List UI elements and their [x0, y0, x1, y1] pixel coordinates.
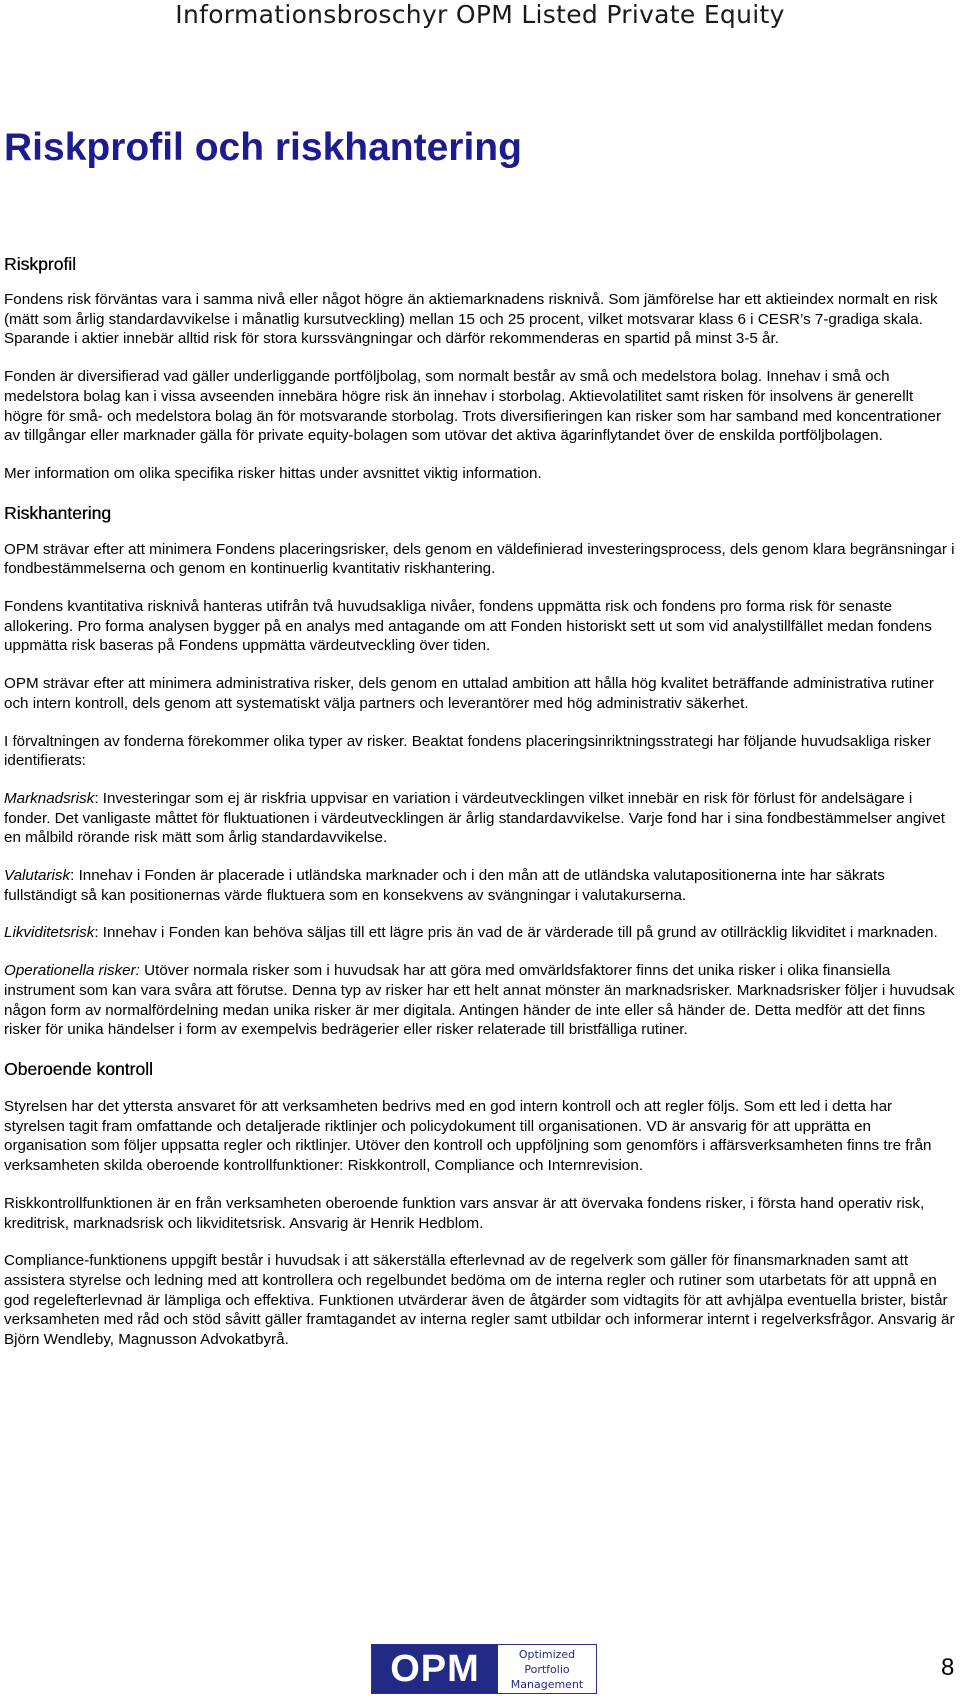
risk-definition-market	[4, 789, 956, 848]
logo-line: Optimized	[518, 1647, 576, 1661]
risk-definition-operational	[4, 961, 956, 1040]
paragraph: Fondens kvantitativa risknivå hanteras utifrån två huvudsakliga nivåer, fondens uppmätta risk och fondens pro forma risk för senaste allokering. Pro forma analysen bygger på en analys med antagande om att Fonden historiskt sett ut som vid analystillfället medan fondens uppmätta risk baseras på Fondens uppmätta värdeutveckling över tiden.	[4, 598, 932, 655]
risk-definition-liquidity	[4, 923, 956, 943]
paragraph: Fonden är diversifierad vad gäller underliggande portföljbolag, som normalt består av små och medelstora bolag. Innehav i små och medelstora bolag kan i vissa avseenden innebära högre risk än innehav i storbolag. Aktievolatilitet samt risken för insolvens är generellt högre för små- och medelstora bolag än för motsvarande storbolag. Trots diversifieringen kan risker som har samband med koncentrationer av tillgångar eller marknader gälla för private equity-bolagen som utövar det aktiva ägarinflytandet över de enskilda portföljbolagen.	[4, 368, 942, 445]
paragraph: Riskkontrollfunktionen är en från verksamheten oberoende funktion vars ansvar är att övervaka fondens risker, i första hand operativ risk, kreditrisk, marknadsrisk och likviditetsrisk. Ansvarig är Henrik Hedblom.	[4, 1194, 925, 1232]
risk-text: : Innehav i Fonden kan behöva säljas till ett lägre pris än vad de är värderade till på grund av otillräcklig likviditet i marknaden.	[94, 924, 938, 942]
risk-term: Operationella risker:	[4, 962, 140, 980]
logo-mark: OPM	[372, 1645, 498, 1693]
risk-term: Marknadsrisk	[4, 789, 95, 807]
logo-wordmark	[498, 1645, 596, 1693]
paragraph: OPM strävar efter att minimera administrativa risker, dels genom en uttalad ambition att hålla hög kvalitet beträffande administrativa rutiner och intern kontroll, dels genom att systematiskt välja partners och leverantörer med hög administrativ säkerhet.	[4, 675, 934, 712]
logo-line: Management	[510, 1677, 584, 1691]
section-heading-riskprofil: Riskprofil	[4, 254, 76, 274]
section-heading-riskhantering: Riskhantering	[4, 502, 111, 523]
risk-term: Valutarisk	[4, 867, 71, 885]
paragraph: Compliance-funktionens uppgift består i huvudsak i att säkerställa efterlevnad av de regelverk som gäller för finansmarknaden samt att assistera styrelse och ledning med att kontrollera och regelbundet bedöma om de interna regler och rutiner som utarbetats för att uppnå en god regelefterlevnad är lämpliga och effektiva. Funktionen utvärderar även de åtgärder som vidtagits för att avhjälpa eventuella brister, bistår verksamheten med råd och stöd såvitt gäller framtagandet av interna regler samt utbildar och informerar internt i regelverksfrågor. Ansvarig är Björn Wendleby, Magnusson Advokatbyrå.	[4, 1252, 955, 1349]
paragraph: Fondens risk förväntas vara i samma nivå eller något högre än aktiemarknadens risknivå. Som jämförelse har ett aktieindex normalt en risk (mätt som årlig standardavvikelse i månatlig kursutveckling) mellan 15 och 25 procent, vilket motsvarar klass 6 i CESR’s 7-gradiga skala. Sparande i aktier innebär alltid risk för stora kurssvängningar och därför rekommenderas en spartid på minst 3-5 år.	[4, 291, 938, 348]
paragraph: Mer information om olika specifika risker hittas under avsnittet viktig information.	[4, 464, 542, 482]
page-title: Riskprofil och riskhantering	[4, 126, 522, 169]
opm-logo	[371, 1644, 597, 1694]
paragraph: Styrelsen har det yttersta ansvaret för att verksamheten bedrivs med en god intern kontroll och att regler följs. Som ett led i detta har styrelsen tagit fram omfattande och detaljerade riktlinjer och policydokument till organisationen. VD är ansvarig för att upprätta en organisation som följer uppsatta regler och riktlinjer. Utöver den kontroll och uppföljning som genomförs i affärsverksamheten finns tre från verksamheten skilda oberoende kontrollfunktioner: Riskkontroll, Compliance och Internrevision.	[4, 1097, 932, 1175]
risk-text: : Innehav i Fonden är placerade i utländska marknader och i den mån att de utländska valutapositionerna inte har säkrats fullständigt så kan positionernas värde fluktuera som en konsekvens av svängningar i valutakurserna.	[4, 867, 885, 904]
section-heading-oberoende-kontroll: Oberoende kontroll	[4, 1058, 153, 1079]
running-header: Informationsbroschyr OPM Listed Private Equity	[175, 0, 785, 29]
page-number: 8	[941, 1654, 955, 1681]
document-body	[4, 253, 956, 1368]
paragraph: I förvaltningen av fonderna förekommer olika typer av risker. Beaktat fondens placeringsinriktningsstrategi har följande huvudsakliga risker identifierats:	[4, 732, 931, 770]
risk-text: : Investeringar som ej är riskfria uppvisar en variation i värdeutvecklingen vilket innebär en risk för förlust för andelsägare i fonder. Det vanligaste måttet för fluktuationen i värdeutvecklingen är årlig standardavvikelse. Varje fond har i sina fondbestämmelser angivet en målbild rörande risk mätt som årlig standardavvikelse.	[4, 789, 946, 847]
risk-text: Utöver normala risker som i huvudsak har att göra med omvärldsfaktorer finns det unika risker i olika finansiella instrument som kan vara svåra att förutse. Denna typ av risker har ett helt annat mönster än marknadsrisker. Marknadsrisker följer i huvudsak någon form av normalfördelning medan unika risker är mer digitala. Antingen händer de inte eller så händer de. Detta medför att det finns risker för unika händelser i form av exempelvis bedrägerier eller risker relaterade till bristfälliga rutiner.	[4, 962, 955, 1039]
risk-term: Likviditetsrisk	[4, 924, 95, 942]
risk-definition-currency	[4, 866, 956, 905]
paragraph: OPM strävar efter att minimera Fondens placeringsrisker, dels genom en väldefinierad investeringsprocess, dels genom klara begränsningar i fondbestämmelserna och genom en kontinuerlig kvantitativ riskhantering.	[4, 540, 955, 578]
logo-line: Portfolio	[524, 1662, 570, 1676]
